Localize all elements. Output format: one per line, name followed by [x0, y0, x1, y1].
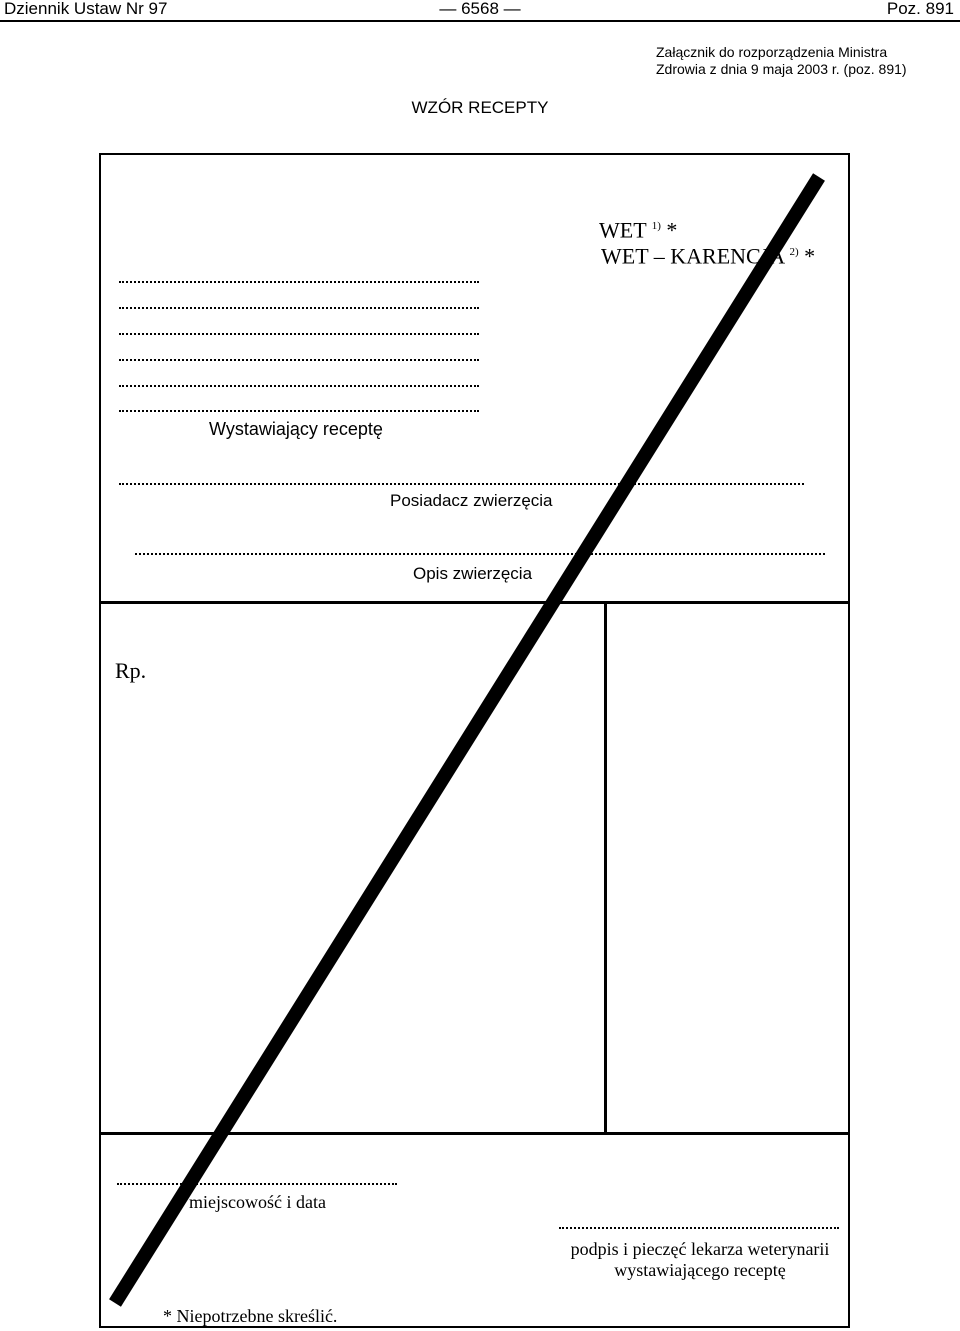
signature-label-line-1: podpis i pieczęć lekarza weterynarii	[570, 1239, 830, 1259]
wet-text: WET	[599, 217, 647, 243]
header-rule	[0, 20, 960, 22]
annex-line-2: Zdrowia z dnia 9 maja 2003 r. (poz. 891)	[656, 61, 907, 77]
animal-label: Opis zwierzęcia	[413, 564, 533, 583]
cross-out-diagonal	[101, 155, 848, 1326]
footnote: * Niepotrzebne skreślić.	[163, 1306, 338, 1326]
wet-asterisk: *	[666, 217, 678, 243]
wet-karencja-text: WET – KARENCJA	[601, 243, 784, 269]
wet-karencja-asterisk: *	[804, 243, 816, 269]
journal-title: Dziennik Ustaw Nr 97	[4, 0, 168, 18]
annex-note	[656, 44, 956, 78]
issuer-label: Wystawiający receptę	[209, 419, 383, 439]
page-number: — 6568 —	[439, 0, 521, 18]
rp-label: Rp.	[115, 658, 147, 683]
signature-label-line-2: wystawiającego receptę	[614, 1260, 786, 1280]
diagonal-stroke	[115, 177, 819, 1303]
annex-line-1: Załącznik do rozporządzenia Ministra	[656, 44, 888, 60]
owner-label: Posiadacz zwierzęcia	[390, 491, 553, 510]
prescription-form	[99, 153, 850, 1328]
position-number: Poz. 891	[886, 0, 954, 18]
page-title: WZÓR RECEPTY	[411, 98, 549, 117]
place-date-label: miejscowość i data	[189, 1192, 326, 1212]
wet-karencja-footnote-ref: 2)	[789, 246, 799, 258]
wet-footnote-ref: 1)	[651, 220, 661, 232]
